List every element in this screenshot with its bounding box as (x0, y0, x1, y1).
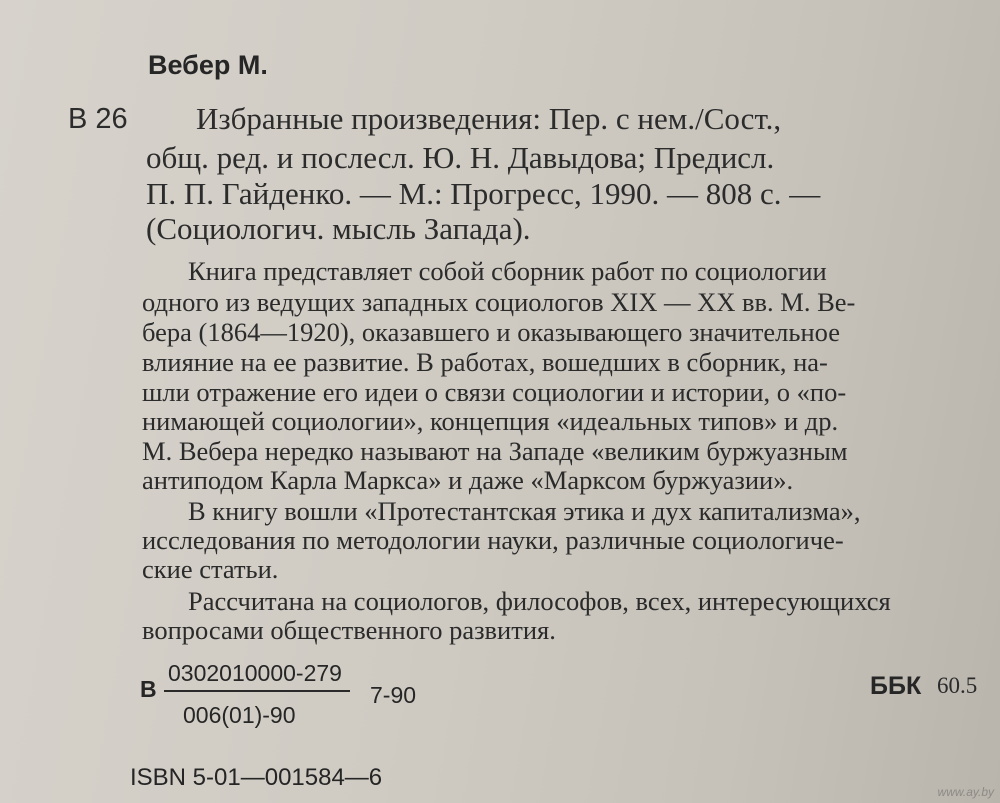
fraction-bar (164, 690, 350, 692)
bib-line-2: общ. ред. и послесл. Ю. Н. Давыдова; Предисл. (146, 140, 775, 175)
desc-line-6: нимающей социологии», концепция «идеальных типов» и др. (142, 406, 839, 436)
desc-line-3: бера (1864—1920), оказавшего и оказывающего значительное (142, 317, 840, 347)
desc-line-4: влияние на ее развитие. В работах, вошедших в сборник, на- (142, 347, 828, 377)
desc-line-1: Книга представляет собой сборник работ по социологии (188, 256, 827, 286)
bbk-number: 60.5 (937, 673, 978, 698)
author-name: Вебер М. (148, 50, 268, 80)
bbk-label: ББК (870, 672, 922, 700)
formula-suffix: 7-90 (370, 682, 417, 708)
desc-line-7: М. Вебера нередко называют на Западе «великим буржуазным (142, 436, 848, 466)
desc-line-12: Рассчитана на социологов, философов, всех, интересующихся (188, 586, 891, 616)
formula-denominator: 006(01)-90 (183, 702, 296, 728)
desc-line-10: исследования по методологии науки, различные социологиче- (142, 525, 844, 555)
desc-line-8: антиподом Карла Маркса» и даже «Марксом буржуазии». (142, 465, 794, 495)
desc-line-5: шли отражение его идеи о связи социологии и истории, о «по- (142, 377, 847, 407)
site-watermark: www.ay.by (937, 785, 994, 799)
bib-line-4: (Социологич. мысль Запада). (146, 211, 531, 246)
desc-line-2: одного из ведущих западных социологов XIX — XX вв. М. Ве- (142, 287, 856, 317)
catalog-code: В 26 (68, 103, 128, 135)
bib-line-1: Избранные произведения: Пер. с нем./Сост., (196, 101, 782, 136)
desc-line-13: вопросами общественного развития. (142, 615, 556, 645)
formula-numerator: 0302010000-279 (168, 660, 342, 686)
bib-line-3: П. П. Гайденко. — М.: Прогресс, 1990. — 808 с. — (146, 176, 821, 211)
isbn: ISBN 5-01—001584—6 (130, 764, 383, 791)
formula-letter: В (140, 676, 157, 702)
desc-line-9: В книгу вошли «Протестантская этика и дух капитализма», (188, 496, 861, 526)
desc-line-11: ские статьи. (142, 554, 279, 584)
